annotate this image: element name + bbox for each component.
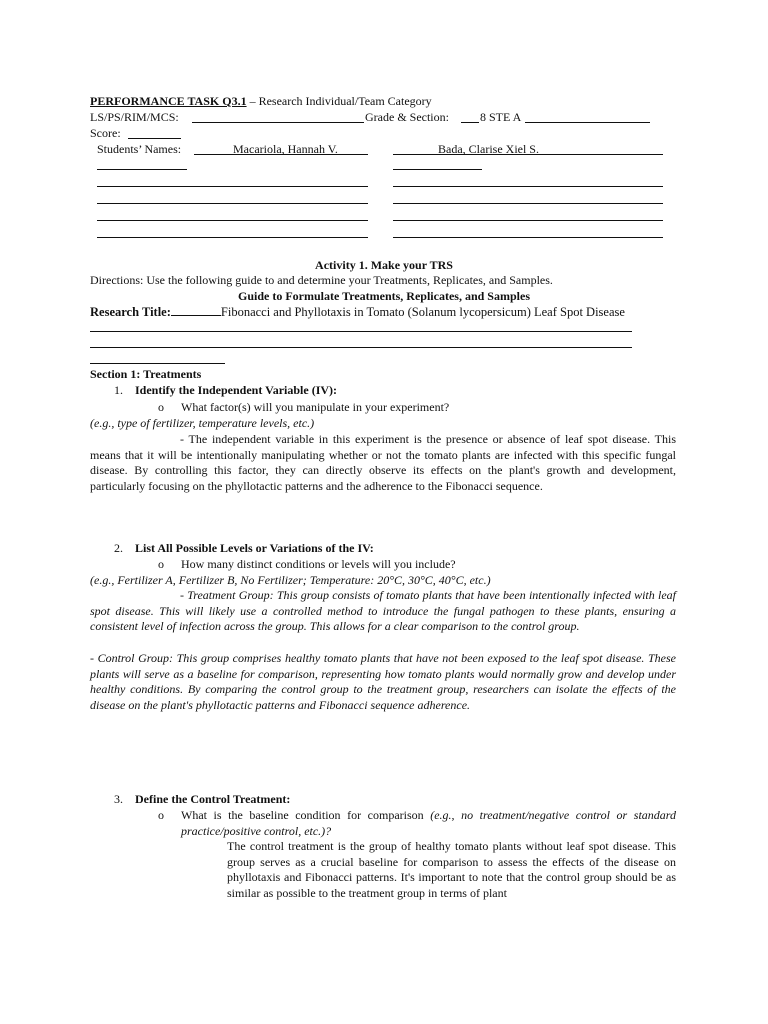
q3-question: What is the baseline condition for comparison: [181, 808, 424, 822]
q1-example: (e.g., type of fertilizer, temperature levels, etc.): [90, 416, 315, 430]
task-header-line: [90, 94, 432, 110]
q1-bullet: o: [158, 400, 164, 414]
q3-number: 3.: [114, 792, 123, 806]
q3-title: Define the Control Treatment:: [135, 792, 291, 806]
field-line: [90, 110, 179, 126]
name-blank: [97, 203, 368, 204]
guide-title: Guide to Formulate Treatments, Replicates, and Samples: [238, 289, 530, 303]
q2-title: List All Possible Levels or Variations of the IV:: [135, 541, 374, 555]
activity-title: Activity 1. Make your TRS: [315, 258, 453, 272]
q3-answer: The control treatment is the group of healthy tomato plants without leaf spot disease. This group serves as a crucial baseline for comparison to assess the effects of the disease on phyllotaxis and Fibonacci patterns. It's important to note that the control group should be as similar as possible to the treatment group in terms of plant: [227, 839, 676, 900]
q2-question: How many distinct conditions or levels will you include?: [181, 557, 456, 571]
name-blank: [393, 186, 663, 187]
name-blank: [97, 237, 368, 238]
research-title-label: Research Title:: [90, 305, 171, 319]
grade-label: Grade & Section:: [365, 110, 449, 124]
q1-title: Identify the Independent Variable (IV):: [135, 383, 338, 397]
student-1-name: Macariola, Hannah V.: [233, 142, 338, 156]
name-blank: [393, 169, 482, 170]
name-blank: [97, 220, 368, 221]
q2-bullet: o: [158, 557, 164, 571]
directions: Directions: Use the following guide to and determine your Treatments, Replicates, and Samples.: [90, 273, 553, 287]
field-blank: [192, 122, 364, 123]
research-title-value: Fibonacci and Phyllotaxis in Tomato (Solanum lycopersicum) Leaf Spot Disease: [220, 305, 625, 319]
research-title-line: [90, 304, 625, 321]
student-2-name: Bada, Clarise Xiel S.: [438, 142, 539, 156]
q2-example: (e.g., Fertilizer A, Fertilizer B, No Fertilizer; Temperature: 20°C, 30°C, 40°C, etc.): [90, 573, 491, 587]
q3-question-block: [181, 808, 676, 839]
q1-number: 1.: [114, 383, 123, 397]
research-title-extra-line: [90, 363, 225, 364]
q2-control-answer: - Control Group: This group comprises healthy tomato plants that have not been exposed to the leaf spot disease. These plants will serve as a baseline for comparison, representing how tomato plants would normally grow and develop under healthy conditions. By comparing the control group to the treatment group, researchers can isolate the effects of the disease on the plant's phyllotactic patterns and Fibonacci sequence adherence.: [90, 651, 676, 712]
task-title: PERFORMANCE TASK Q3.1: [90, 94, 247, 108]
grade-line: [365, 110, 449, 126]
students-label: Students’ Names:: [97, 142, 182, 156]
score-blank: [128, 138, 181, 139]
q1-question: What factor(s) will you manipulate in your experiment?: [181, 400, 450, 414]
research-title-blank: [171, 304, 221, 316]
name-blank: [97, 169, 187, 170]
q2-number: 2.: [114, 541, 123, 555]
section-1-heading: Section 1: Treatments: [90, 367, 202, 381]
q1-answer: - The independent variable in this experiment is the presence or absence of leaf spot disease. This means that it will be intentionally manipulating whether or not the tomato plants are infected with this specific fungal disease. By controlling this factor, they can directly observe its effects on the plant's growth and development, particularly focusing on the phyllotactic patterns and the adherence to the Fibonacci sequence.: [90, 432, 676, 493]
grade-blank-left: [461, 122, 479, 123]
name-blank: [97, 186, 368, 187]
grade-blank-right: [525, 122, 650, 123]
research-title-extra-line: [90, 347, 632, 348]
name-blank: [393, 237, 663, 238]
name-blank: [393, 203, 663, 204]
q2-treatment-answer: - Treatment Group: This group consists of tomato plants that have been intentionally infected with leaf spot disease. This will likely use a controlled method to introduce the fungal pathogen to these plants, ensuring a consistent level of infection across the group. This allows for a clear comparison to the control group.: [90, 588, 676, 633]
score-label: Score:: [90, 126, 121, 140]
grade-value: 8 STE A: [480, 110, 522, 124]
q3-example: (e.g., no treatment/negative control or standard practice/positive control, etc.)?: [181, 808, 676, 838]
name-blank: [393, 220, 663, 221]
research-title-extra-line: [90, 331, 632, 332]
field-label: LS/PS/RIM/MCS:: [90, 110, 179, 124]
task-category: – Research Individual/Team Category: [246, 94, 432, 108]
q3-bullet: o: [158, 808, 164, 822]
